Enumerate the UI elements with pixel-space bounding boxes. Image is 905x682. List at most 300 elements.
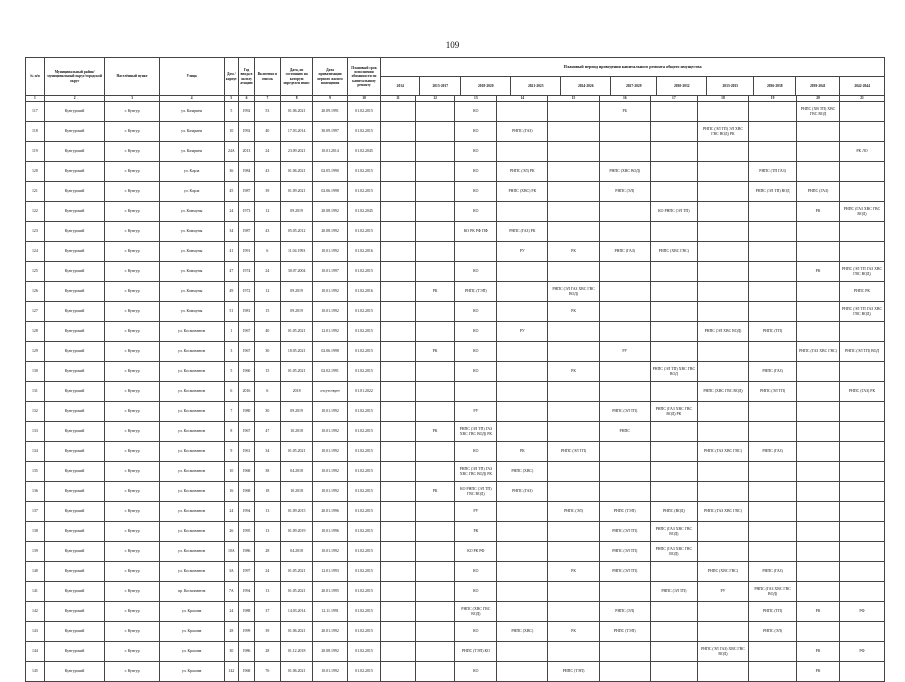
deadline-cell: 01.02.2015	[347, 342, 380, 362]
year-cell: 1991	[239, 242, 255, 262]
deadline-cell: 01.02.2015	[347, 642, 380, 662]
period-cell: КО	[455, 142, 497, 162]
privatization-date-cell: 12.01.1992	[313, 322, 347, 342]
period-cell	[749, 222, 797, 242]
period-cell: РК ЛО	[839, 142, 884, 162]
period-cell	[415, 142, 455, 162]
street-cell: пр. Космонавтов	[159, 582, 224, 602]
period-cell	[839, 242, 884, 262]
column-number: 13	[455, 96, 497, 102]
house-cell: 3А	[224, 562, 239, 582]
municipality-cell: Кунгурский	[44, 482, 105, 502]
count-cell: 15	[254, 362, 280, 382]
period-cell	[497, 302, 548, 322]
period-cell: РНПС (ЭЛ ТП ГАЗ ХВС ГВС ВОД)	[839, 262, 884, 282]
period-cell: КО	[455, 582, 497, 602]
period-cell	[415, 362, 455, 382]
period-cell	[415, 662, 455, 682]
period-cell	[548, 462, 599, 482]
locality-cell: г. Кунгур	[105, 222, 159, 242]
period-cell	[650, 162, 697, 182]
row-number: 128	[26, 322, 45, 342]
header-period-group	[381, 58, 885, 96]
period-cell	[697, 542, 748, 562]
row-number: 127	[26, 302, 45, 322]
privatization-date-cell: 12.01.1993	[313, 562, 347, 582]
period-cell	[381, 362, 415, 382]
year-cell: 1968	[239, 482, 255, 502]
count-cell: 53	[254, 102, 280, 122]
period-cell	[381, 302, 415, 322]
locality-cell: г. Кунгур	[105, 362, 159, 382]
period-cell: КО	[455, 442, 497, 462]
period-cell	[650, 462, 697, 482]
period-cell	[548, 522, 599, 542]
period-cell	[797, 322, 840, 342]
municipality-cell: Кунгурский	[44, 222, 105, 242]
period-cell	[548, 122, 599, 142]
deadline-cell: 01.02.2045	[347, 202, 380, 222]
period-label: 2042-2044	[854, 83, 870, 88]
period-cell	[548, 542, 599, 562]
count-cell: 38	[254, 462, 280, 482]
period-cell	[548, 202, 599, 222]
house-cell: 10	[224, 462, 239, 482]
period-cell	[697, 182, 748, 202]
period-cell	[839, 322, 884, 342]
deadline-cell: 01.02.2016	[347, 242, 380, 262]
locality-cell: г. Кунгур	[105, 562, 159, 582]
house-cell: 24	[224, 502, 239, 522]
period-cell	[415, 562, 455, 582]
table-row	[26, 422, 885, 442]
period-cell: РНПС (ЭЛ ТП)	[599, 402, 650, 422]
table-row	[26, 122, 885, 142]
column-number: 14	[497, 96, 548, 102]
table-body	[26, 102, 885, 682]
period-cell: РНПС (ЭЛ)	[548, 502, 599, 522]
table-row	[26, 522, 885, 542]
period-cell	[749, 102, 797, 122]
period-cell	[697, 302, 748, 322]
street-cell: ул. Красина	[159, 662, 224, 682]
municipality-cell: Кунгурский	[44, 182, 105, 202]
period-cell	[839, 502, 884, 522]
period-cell	[497, 502, 548, 522]
year-cell: 1974	[239, 262, 255, 282]
period-cell	[599, 122, 650, 142]
period-cell: КО РНПС (ЭЛ ТП)	[650, 202, 697, 222]
municipality-cell: Кунгурский	[44, 102, 105, 122]
count-cell: 13	[254, 522, 280, 542]
house-cell: 1	[224, 322, 239, 342]
year-cell: 1999	[239, 622, 255, 642]
column-number: 11	[381, 96, 415, 102]
street-cell: ул. Космонавтов	[159, 442, 224, 462]
period-cell	[797, 422, 840, 442]
house-cell: 5	[224, 102, 239, 122]
period-cell	[697, 622, 748, 642]
period-cell	[497, 102, 548, 122]
table-row	[26, 662, 885, 682]
column-number: 8	[280, 96, 312, 102]
period-cell	[548, 382, 599, 402]
period-cell	[497, 602, 548, 622]
municipality-cell: Кунгурский	[44, 122, 105, 142]
period-cell	[797, 562, 840, 582]
period-cell	[381, 522, 415, 542]
wear-date-cell: 09.2019	[280, 302, 312, 322]
period-cell	[839, 562, 884, 582]
period-cell	[697, 482, 748, 502]
row-number: 131	[26, 382, 45, 402]
period-cell: КО РК РФ	[455, 542, 497, 562]
period-cell: РК	[415, 342, 455, 362]
deadline-cell: 01.02.2015	[347, 462, 380, 482]
municipality-cell: Кунгурский	[44, 282, 105, 302]
count-cell: 6	[254, 242, 280, 262]
table-row	[26, 182, 885, 202]
period-label: 2036-2038	[754, 77, 796, 95]
count-cell: 28	[254, 642, 280, 662]
period-cell	[797, 302, 840, 322]
municipality-cell: Кунгурский	[44, 442, 105, 462]
period-cell: РНПС РК	[839, 282, 884, 302]
period-cell	[650, 182, 697, 202]
period-cell	[839, 462, 884, 482]
period-cell	[797, 162, 840, 182]
municipality-cell: Кунгурский	[44, 402, 105, 422]
municipality-cell: Кунгурский	[44, 142, 105, 162]
count-cell: 47	[254, 422, 280, 442]
wear-date-cell: 01.06.2021	[280, 162, 312, 182]
period-label: 2021-2023	[511, 77, 561, 95]
locality-cell: г. Кунгур	[105, 622, 159, 642]
period-cell: РНПС (ЭЛ) РК	[497, 162, 548, 182]
row-number: 124	[26, 242, 45, 262]
row-number: 130	[26, 362, 45, 382]
house-cell: 36	[224, 162, 239, 182]
period-cell	[749, 542, 797, 562]
house-cell: 16	[224, 482, 239, 502]
period-cell	[697, 362, 748, 382]
period-cell	[749, 662, 797, 682]
row-number: 122	[26, 202, 45, 222]
locality-cell: г. Кунгур	[105, 342, 159, 362]
table-row	[26, 162, 885, 182]
period-cell: КО РНПС (ЭЛ ТП) ГВС ВОД)	[455, 482, 497, 502]
period-cell: РНПС (ЭЛ ТП)	[599, 542, 650, 562]
count-cell: 43	[254, 222, 280, 242]
wear-date-cell: 23.09.2021	[280, 142, 312, 162]
period-cell	[415, 262, 455, 282]
period-cell	[548, 142, 599, 162]
column-number: 18	[697, 96, 748, 102]
period-cell: РНПС (ЭЛ ТП) ВОД	[839, 342, 884, 362]
house-cell: 7	[224, 402, 239, 422]
table-row	[26, 242, 885, 262]
year-cell: 1967	[239, 342, 255, 362]
period-cell	[381, 622, 415, 642]
period-cell	[381, 422, 415, 442]
period-cell	[548, 102, 599, 122]
period-cell	[599, 362, 650, 382]
period-cell: РК	[548, 242, 599, 262]
locality-cell: г. Кунгур	[105, 482, 159, 502]
header-date-privatization: Дата приватизации первого жилого помещения	[313, 58, 347, 96]
period-cell	[381, 662, 415, 682]
count-cell: 76	[254, 662, 280, 682]
row-number: 119	[26, 142, 45, 162]
deadline-cell: 01.02.2015	[347, 602, 380, 622]
table-row	[26, 222, 885, 242]
period-cell: РНПС (ЭЛ ТП ГАЗ ХВС ГВС ВОД)	[839, 302, 884, 322]
period-cell: РНПС (ГАЗ ХВС ГВС ВОД)	[650, 522, 697, 542]
period-cell	[599, 462, 650, 482]
row-number: 144	[26, 642, 45, 662]
period-cell	[548, 422, 599, 442]
period-cell	[548, 482, 599, 502]
locality-cell: г. Кунгур	[105, 442, 159, 462]
period-cell	[599, 202, 650, 222]
table-row	[26, 462, 885, 482]
period-cell	[650, 122, 697, 142]
wear-date-cell: 01.06.2021	[280, 102, 312, 122]
period-cell: КО	[455, 182, 497, 202]
locality-cell: г. Кунгур	[105, 162, 159, 182]
period-cell	[749, 242, 797, 262]
period-cell: РНПС (ЭЛ ТП) ГАЗ ХВС ГВС ВОД) РК	[455, 462, 497, 482]
period-cell	[839, 122, 884, 142]
period-cell: РНПС (ХВС ГВС ВОД)	[455, 602, 497, 622]
period-cell	[599, 282, 650, 302]
house-cell: 8	[224, 422, 239, 442]
period-cell	[697, 262, 748, 282]
period-cell: РНПС (ВОД)	[650, 502, 697, 522]
period-cell	[548, 602, 599, 622]
locality-cell: г. Кунгур	[105, 402, 159, 422]
period-cell: РНПС (ЭЛ)	[599, 182, 650, 202]
municipality-cell: Кунгурский	[44, 502, 105, 522]
period-cell	[497, 522, 548, 542]
locality-cell: г. Кунгур	[105, 122, 159, 142]
period-cell	[548, 322, 599, 342]
period-cell: РК	[548, 562, 599, 582]
period-cell	[650, 622, 697, 642]
table-row	[26, 202, 885, 222]
deadline-cell: 01.02.2015	[347, 442, 380, 462]
period-cell	[599, 382, 650, 402]
wear-date-cell: 10.2018	[280, 482, 312, 502]
period-cell	[497, 402, 548, 422]
period-cell	[381, 602, 415, 622]
period-cell	[650, 482, 697, 502]
row-number: 133	[26, 422, 45, 442]
year-cell: 1994	[239, 502, 255, 522]
period-cell	[497, 582, 548, 602]
table-row	[26, 622, 885, 642]
street-cell: ул. Коммуны	[159, 282, 224, 302]
deadline-cell: 01.02.2015	[347, 542, 380, 562]
period-cell	[381, 462, 415, 482]
privatization-date-cell: 02.02.1991	[313, 362, 347, 382]
privatization-date-cell: 02.05.1990	[313, 162, 347, 182]
row-number: 135	[26, 462, 45, 482]
house-cell: 3	[224, 342, 239, 362]
period-cell	[839, 362, 884, 382]
header-period-title: Плановый период проведения капитального ремонта общего имущества	[381, 58, 884, 77]
period-cell	[797, 382, 840, 402]
count-cell: 39	[254, 182, 280, 202]
period-cell	[548, 582, 599, 602]
locality-cell: г. Кунгур	[105, 542, 159, 562]
year-cell: 1987	[239, 182, 255, 202]
period-cell	[697, 522, 748, 542]
period-cell	[599, 222, 650, 242]
period-cell: РНПС (ЭЛ)	[749, 622, 797, 642]
period-cell: РНПС (ТЭП)	[599, 502, 650, 522]
period-cell	[381, 562, 415, 582]
street-cell: ул. Коммуны	[159, 262, 224, 282]
locality-cell: г. Кунгур	[105, 642, 159, 662]
period-cell	[749, 142, 797, 162]
wear-date-cell: 17.03.2014	[280, 122, 312, 142]
period-cell	[797, 482, 840, 502]
privatization-date-cell: 10.01.1992	[313, 302, 347, 322]
table-row	[26, 502, 885, 522]
municipality-cell: Кунгурский	[44, 582, 105, 602]
period-cell	[381, 182, 415, 202]
wear-date-cell: 05.05.2012	[280, 222, 312, 242]
count-cell: 40	[254, 122, 280, 142]
header-n: № п/п	[26, 58, 45, 96]
period-cell	[697, 402, 748, 422]
period-cell: РНПС (ЭЛ ТП) ГАЗ ХВС ГВС ВОД) РК	[455, 422, 497, 442]
period-cell	[381, 202, 415, 222]
period-cell	[697, 422, 748, 442]
period-cell: РНПС (ЭЛ ГАЗ ХВС ГВС ВОД)	[548, 282, 599, 302]
period-cell	[415, 582, 455, 602]
period-cell	[797, 582, 840, 602]
row-number: 143	[26, 622, 45, 642]
year-cell: 1967	[239, 322, 255, 342]
period-cell	[497, 542, 548, 562]
period-cell: РНПС (ГАЗ ХВС ГВС ВОД)	[749, 582, 797, 602]
period-cell	[697, 342, 748, 362]
period-cell	[548, 162, 599, 182]
row-number: 137	[26, 502, 45, 522]
street-cell: ул. Космонавтов	[159, 522, 224, 542]
period-cell	[839, 422, 884, 442]
period-label: 2018-2020	[461, 77, 511, 95]
period-cell	[839, 162, 884, 182]
header-year: Год ввода в эксплуатацию	[239, 58, 255, 96]
period-cell: РК	[797, 642, 840, 662]
house-cell: 10	[224, 122, 239, 142]
period-cell	[415, 222, 455, 242]
wear-date-cell: 01.05.2021	[280, 582, 312, 602]
count-cell: 12	[254, 282, 280, 302]
period-cell	[599, 302, 650, 322]
period-cell: РУ	[599, 342, 650, 362]
privatization-date-cell: 20.09.1991	[313, 102, 347, 122]
privatization-date-cell: 20.01.1992	[313, 622, 347, 642]
table-row	[26, 362, 885, 382]
header-house: Дом / корпус	[224, 58, 239, 96]
locality-cell: г. Кунгур	[105, 502, 159, 522]
municipality-cell: Кунгурский	[44, 382, 105, 402]
privatization-date-cell: 10.01.1992	[313, 462, 347, 482]
house-cell: 24	[224, 602, 239, 622]
period-cell	[415, 602, 455, 622]
period-cell: РНПС (ГАЗ ХВС ГВС)	[697, 442, 748, 462]
period-cell: РНПС (ГАЗ)	[497, 482, 548, 502]
deadline-cell: 01.02.2045	[347, 142, 380, 162]
period-cell	[797, 502, 840, 522]
wear-date-cell: 2018	[280, 382, 312, 402]
period-cell	[797, 442, 840, 462]
period-cell	[839, 442, 884, 462]
year-cell: 2013	[239, 142, 255, 162]
street-cell: ул. Космонавтов	[159, 482, 224, 502]
period-cell: РНПС (ГАЗ) РК	[839, 382, 884, 402]
period-cell	[381, 382, 415, 402]
deadline-cell: 01.02.2015	[347, 402, 380, 422]
deadline-cell: 01.02.2015	[347, 482, 380, 502]
period-cell: РНПС (ГАЗ ХВС ГВС ВОД)	[839, 202, 884, 222]
row-number: 139	[26, 542, 45, 562]
period-cell	[697, 102, 748, 122]
privatization-date-cell: отсутствует	[313, 382, 347, 402]
year-cell: 1986	[239, 642, 255, 662]
year-cell: 1984	[239, 162, 255, 182]
period-cell	[650, 602, 697, 622]
period-cell	[797, 222, 840, 242]
period-cell	[381, 402, 415, 422]
locality-cell: г. Кунгур	[105, 422, 159, 442]
period-cell	[415, 162, 455, 182]
period-cell	[650, 222, 697, 242]
privatization-date-cell: 02.06.1998	[313, 342, 347, 362]
period-cell	[749, 302, 797, 322]
locality-cell: г. Кунгур	[105, 242, 159, 262]
period-cell	[749, 482, 797, 502]
house-cell: 47	[224, 262, 239, 282]
year-cell: 1973	[239, 202, 255, 222]
period-cell	[415, 202, 455, 222]
municipality-cell: Кунгурский	[44, 262, 105, 282]
period-cell: РНПС (ЭЛ ХВС ВОД)	[697, 322, 748, 342]
period-cell: РУ	[455, 502, 497, 522]
period-cell: РНПС (ЭЛ ТП)	[650, 582, 697, 602]
house-cell: 34	[224, 222, 239, 242]
house-cell: 9	[224, 442, 239, 462]
period-cell: РНПС (ГАЗ)	[749, 442, 797, 462]
deadline-cell: 01.02.2015	[347, 522, 380, 542]
period-cell	[381, 122, 415, 142]
period-cell	[415, 542, 455, 562]
period-cell	[797, 542, 840, 562]
period-cell	[415, 402, 455, 422]
period-cell	[749, 522, 797, 542]
period-cell	[697, 142, 748, 162]
period-cell: РНПС (ГАЗ) РК	[497, 222, 548, 242]
period-cell	[797, 142, 840, 162]
street-cell: ул. Космонавтов	[159, 322, 224, 342]
street-cell: ул. Красина	[159, 642, 224, 662]
deadline-cell: 01.02.2016	[347, 282, 380, 302]
privatization-date-cell: 20.08.1992	[313, 642, 347, 662]
